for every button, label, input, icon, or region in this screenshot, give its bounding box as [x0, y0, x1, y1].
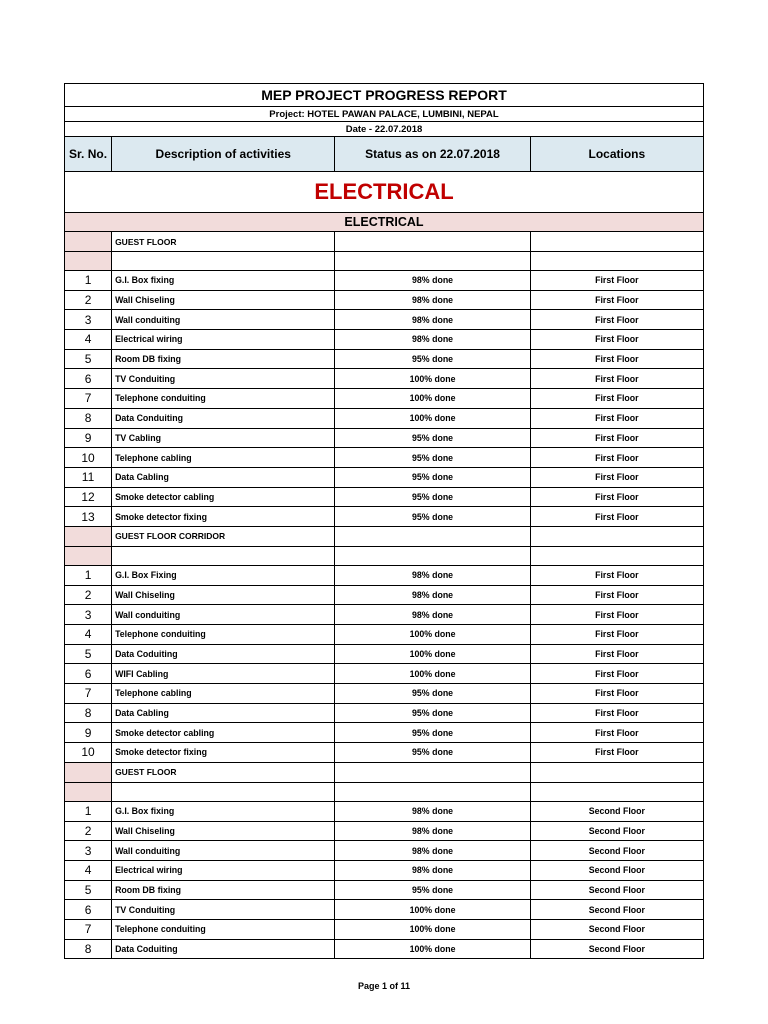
table-row	[65, 684, 704, 704]
row-sr-no: 8	[65, 408, 112, 428]
row-location: First Floor	[530, 684, 703, 704]
group-title: GUEST FLOOR	[112, 232, 335, 252]
table-row	[65, 880, 704, 900]
group-status-cell	[335, 526, 530, 546]
row-location: First Floor	[530, 271, 703, 291]
group-header-row	[65, 232, 704, 252]
table-row	[65, 428, 704, 448]
row-status: 100% done	[335, 939, 530, 959]
row-location: First Floor	[530, 369, 703, 389]
row-sr-no: 10	[65, 448, 112, 468]
table-row	[65, 723, 704, 743]
project-name: Project: HOTEL PAWAN PALACE, LUMBINI, NEPAL	[65, 107, 704, 122]
row-location: Second Floor	[530, 939, 703, 959]
row-location: First Floor	[530, 625, 703, 645]
table-row	[65, 644, 704, 664]
table-row	[65, 271, 704, 291]
blank-cell	[112, 252, 335, 271]
group-sr-cell	[65, 526, 112, 546]
row-status: 98% done	[335, 585, 530, 605]
row-location: Second Floor	[530, 860, 703, 880]
row-description: G.I. Box fixing	[112, 271, 335, 291]
row-description: Smoke detector cabling	[112, 723, 335, 743]
table-row	[65, 290, 704, 310]
row-description: G.I. Box fixing	[112, 801, 335, 821]
blank-cell	[65, 546, 112, 565]
group-header-row	[65, 762, 704, 782]
blank-cell	[530, 782, 703, 801]
row-location: First Floor	[530, 428, 703, 448]
row-description: Smoke detector fixing	[112, 507, 335, 527]
row-sr-no: 10	[65, 743, 112, 763]
row-description: Wall Chiseling	[112, 585, 335, 605]
row-location: First Floor	[530, 644, 703, 664]
row-location: First Floor	[530, 723, 703, 743]
group-sr-cell	[65, 232, 112, 252]
report-title: MEP PROJECT PROGRESS REPORT	[65, 84, 704, 107]
row-status: 100% done	[335, 389, 530, 409]
page-number: Page 1 of 11	[357, 981, 411, 991]
row-description: Telephone conduiting	[112, 389, 335, 409]
progress-table	[64, 83, 704, 959]
row-status: 95% done	[335, 487, 530, 507]
row-sr-no: 9	[65, 723, 112, 743]
row-status: 95% done	[335, 880, 530, 900]
row-status: 95% done	[335, 684, 530, 704]
table-row	[65, 939, 704, 959]
row-location: Second Floor	[530, 801, 703, 821]
row-status: 95% done	[335, 428, 530, 448]
row-location: First Floor	[530, 507, 703, 527]
row-status: 100% done	[335, 408, 530, 428]
row-sr-no: 6	[65, 900, 112, 920]
group-status-cell	[335, 232, 530, 252]
row-location: First Floor	[530, 467, 703, 487]
section-title: ELECTRICAL	[65, 172, 704, 213]
row-location: First Floor	[530, 565, 703, 585]
row-location: First Floor	[530, 408, 703, 428]
row-sr-no: 3	[65, 605, 112, 625]
row-location: First Floor	[530, 703, 703, 723]
blank-row	[65, 252, 704, 271]
row-sr-no: 5	[65, 349, 112, 369]
table-row	[65, 467, 704, 487]
row-status: 98% done	[335, 801, 530, 821]
row-status: 98% done	[335, 330, 530, 350]
row-sr-no: 9	[65, 428, 112, 448]
row-location: First Floor	[530, 448, 703, 468]
row-status: 95% done	[335, 349, 530, 369]
row-sr-no: 8	[65, 939, 112, 959]
row-sr-no: 6	[65, 369, 112, 389]
row-status: 98% done	[335, 821, 530, 841]
table-row	[65, 487, 704, 507]
row-sr-no: 4	[65, 625, 112, 645]
table-row	[65, 408, 704, 428]
row-location: Second Floor	[530, 900, 703, 920]
group-sr-cell	[65, 762, 112, 782]
row-description: Data Coduiting	[112, 939, 335, 959]
row-sr-no: 3	[65, 841, 112, 861]
row-location: First Floor	[530, 310, 703, 330]
row-sr-no: 1	[65, 801, 112, 821]
table-row	[65, 625, 704, 645]
row-location: First Floor	[530, 605, 703, 625]
row-status: 100% done	[335, 900, 530, 920]
row-sr-no: 6	[65, 664, 112, 684]
row-location: Second Floor	[530, 880, 703, 900]
row-status: 100% done	[335, 919, 530, 939]
table-row	[65, 801, 704, 821]
row-description: Wall Chiseling	[112, 290, 335, 310]
section-subtitle: ELECTRICAL	[65, 213, 704, 232]
row-sr-no: 3	[65, 310, 112, 330]
report-date: Date - 22.07.2018	[65, 122, 704, 137]
row-status: 95% done	[335, 723, 530, 743]
blank-cell	[112, 546, 335, 565]
row-description: Electrical wiring	[112, 860, 335, 880]
row-description: Room DB fixing	[112, 349, 335, 369]
row-sr-no: 7	[65, 389, 112, 409]
table-row	[65, 821, 704, 841]
row-location: First Floor	[530, 487, 703, 507]
row-description: Telephone conduiting	[112, 625, 335, 645]
row-sr-no: 4	[65, 330, 112, 350]
row-location: Second Floor	[530, 821, 703, 841]
row-status: 95% done	[335, 743, 530, 763]
table-row	[65, 860, 704, 880]
group-location-cell	[530, 526, 703, 546]
row-location: Second Floor	[530, 919, 703, 939]
row-description: Wall conduiting	[112, 605, 335, 625]
table-row	[65, 703, 704, 723]
row-description: G.I. Box Fixing	[112, 565, 335, 585]
row-sr-no: 12	[65, 487, 112, 507]
row-sr-no: 11	[65, 467, 112, 487]
row-sr-no: 2	[65, 585, 112, 605]
col-header-sr-no: Sr. No.	[65, 137, 112, 172]
blank-cell	[530, 546, 703, 565]
group-status-cell	[335, 762, 530, 782]
table-row	[65, 310, 704, 330]
blank-row	[65, 546, 704, 565]
col-header-description: Description of activities	[112, 137, 335, 172]
row-description: Wall Chiseling	[112, 821, 335, 841]
row-description: Electrical wiring	[112, 330, 335, 350]
row-sr-no: 2	[65, 821, 112, 841]
blank-cell	[335, 782, 530, 801]
row-description: Telephone cabling	[112, 448, 335, 468]
table-row	[65, 507, 704, 527]
blank-cell	[335, 252, 530, 271]
row-status: 100% done	[335, 369, 530, 389]
row-location: First Floor	[530, 349, 703, 369]
row-sr-no: 5	[65, 644, 112, 664]
row-sr-no: 8	[65, 703, 112, 723]
table-row	[65, 369, 704, 389]
group-location-cell	[530, 762, 703, 782]
col-header-status: Status as on 22.07.2018	[335, 137, 530, 172]
table-row	[65, 330, 704, 350]
table-row	[65, 919, 704, 939]
blank-row	[65, 782, 704, 801]
row-status: 95% done	[335, 467, 530, 487]
row-description: Data Coduiting	[112, 644, 335, 664]
row-sr-no: 1	[65, 271, 112, 291]
row-description: Data Cabling	[112, 467, 335, 487]
row-location: First Floor	[530, 389, 703, 409]
group-header-row	[65, 526, 704, 546]
table-row	[65, 900, 704, 920]
row-sr-no: 1	[65, 565, 112, 585]
row-status: 98% done	[335, 605, 530, 625]
row-sr-no: 7	[65, 684, 112, 704]
row-description: Smoke detector fixing	[112, 743, 335, 763]
row-description: TV Conduiting	[112, 369, 335, 389]
group-title: GUEST FLOOR CORRIDOR	[112, 526, 335, 546]
row-status: 100% done	[335, 644, 530, 664]
row-location: First Floor	[530, 664, 703, 684]
row-description: Data Cabling	[112, 703, 335, 723]
row-description: Smoke detector cabling	[112, 487, 335, 507]
row-location: First Floor	[530, 743, 703, 763]
row-description: Wall conduiting	[112, 841, 335, 861]
row-description: TV Cabling	[112, 428, 335, 448]
table-row	[65, 389, 704, 409]
group-location-cell	[530, 232, 703, 252]
col-header-locations: Locations	[530, 137, 703, 172]
row-status: 100% done	[335, 664, 530, 684]
table-row	[65, 585, 704, 605]
group-title: GUEST FLOOR	[112, 762, 335, 782]
row-sr-no: 7	[65, 919, 112, 939]
row-status: 98% done	[335, 290, 530, 310]
blank-cell	[65, 252, 112, 271]
row-location: First Floor	[530, 585, 703, 605]
table-row	[65, 664, 704, 684]
blank-cell	[335, 546, 530, 565]
row-description: Telephone cabling	[112, 684, 335, 704]
row-status: 98% done	[335, 841, 530, 861]
row-description: Data Conduiting	[112, 408, 335, 428]
table-row	[65, 565, 704, 585]
row-description: Telephone conduiting	[112, 919, 335, 939]
table-row	[65, 743, 704, 763]
table-row	[65, 448, 704, 468]
row-description: TV Conduiting	[112, 900, 335, 920]
row-status: 95% done	[335, 703, 530, 723]
row-description: WIFI Cabling	[112, 664, 335, 684]
row-description: Wall conduiting	[112, 310, 335, 330]
report-sheet	[64, 83, 704, 959]
row-status: 100% done	[335, 625, 530, 645]
blank-cell	[65, 782, 112, 801]
table-row	[65, 605, 704, 625]
row-location: Second Floor	[530, 841, 703, 861]
row-status: 95% done	[335, 448, 530, 468]
table-row	[65, 349, 704, 369]
table-row	[65, 841, 704, 861]
row-status: 98% done	[335, 565, 530, 585]
row-sr-no: 4	[65, 860, 112, 880]
row-sr-no: 13	[65, 507, 112, 527]
blank-cell	[530, 252, 703, 271]
row-location: First Floor	[530, 290, 703, 310]
row-status: 95% done	[335, 507, 530, 527]
row-sr-no: 2	[65, 290, 112, 310]
row-status: 98% done	[335, 271, 530, 291]
row-location: First Floor	[530, 330, 703, 350]
row-status: 98% done	[335, 860, 530, 880]
row-description: Room DB fixing	[112, 880, 335, 900]
row-status: 98% done	[335, 310, 530, 330]
row-sr-no: 5	[65, 880, 112, 900]
blank-cell	[112, 782, 335, 801]
